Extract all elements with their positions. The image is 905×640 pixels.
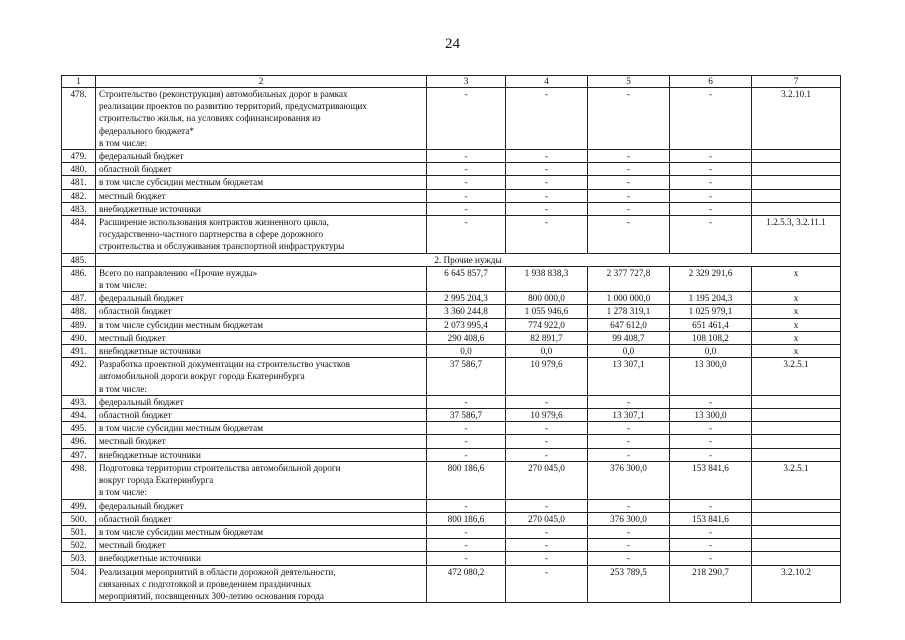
table-row: [62, 435, 841, 448]
item-name-line: федеральный бюджет: [99, 500, 184, 511]
value-cell-c4: 774 922,0: [506, 318, 588, 331]
value-cell-c7: [752, 499, 841, 512]
table-row: [62, 266, 841, 291]
value-cell-c6: 218 290,7: [670, 565, 752, 603]
value-cell-c4: 270 045,0: [506, 461, 588, 499]
value-cell-c5: -: [588, 88, 670, 150]
table-row: [62, 345, 841, 358]
item-name-line: строительство жилья, на условиях софинансирования из: [99, 113, 321, 124]
item-name-line: связанных с подготовкой и проведением праздничных: [99, 578, 312, 589]
value-cell-c5: 376 300,0: [588, 461, 670, 499]
value-cell-c7: [752, 435, 841, 448]
value-cell-c3: 3 360 244,8: [427, 305, 506, 318]
value-cell-c6: 13 300,0: [670, 409, 752, 422]
table-row: [62, 512, 841, 525]
value-cell-c4: -: [506, 189, 588, 202]
table-row: [62, 88, 841, 150]
item-name-line: Всего по направлению «Прочие нужды»: [99, 267, 258, 278]
value-cell-c6: -: [670, 202, 752, 215]
value-cell-c3: -: [427, 216, 506, 254]
value-cell-c7: [752, 163, 841, 176]
item-name-line: строительства и обслуживания транспортной инфраструктуры: [99, 241, 345, 252]
row-number: 497.: [62, 448, 96, 461]
item-name-line: федеральный бюджет: [99, 293, 184, 304]
value-cell-c5: -: [588, 395, 670, 408]
value-cell-c4: 1 938 838,3: [506, 266, 588, 291]
row-number: 498.: [62, 461, 96, 499]
value-cell-c4: -: [506, 552, 588, 565]
row-number: 484.: [62, 216, 96, 254]
value-cell-c6: -: [670, 163, 752, 176]
table-row: [62, 318, 841, 331]
header-cell: 6: [670, 76, 752, 88]
value-cell-c7: x: [752, 318, 841, 331]
header-cell: 2: [96, 76, 427, 88]
item-name-line: вокруг города Екатеринбурга: [99, 475, 214, 486]
row-number: 491.: [62, 345, 96, 358]
value-cell-c7: [752, 150, 841, 163]
value-cell-c7: x: [752, 292, 841, 305]
header-cell: 3: [427, 76, 506, 88]
page-number: 24: [445, 36, 460, 52]
value-cell-c3: -: [427, 499, 506, 512]
value-cell-c3: -: [427, 552, 506, 565]
value-cell-c4: -: [506, 150, 588, 163]
item-name-line: в том числе:: [99, 280, 147, 291]
value-cell-c7: [752, 512, 841, 525]
item-name-line: внебюджетные источники: [99, 203, 201, 214]
value-cell-c3: -: [427, 189, 506, 202]
item-name-line: реализации проектов по развитию территорий, предусматривающих: [99, 101, 367, 112]
item-name: [96, 331, 427, 344]
value-cell-c6: 2 329 291,6: [670, 266, 752, 291]
value-cell-c7: [752, 202, 841, 215]
item-name: [96, 422, 427, 435]
row-number: 503.: [62, 552, 96, 565]
value-cell-c6: 13 300,0: [670, 358, 752, 396]
item-name-line: Подготовка территории строительства автомобильной дороги: [99, 462, 341, 473]
row-number: 504.: [62, 565, 96, 603]
value-cell-c7: 3.2.10.1: [752, 88, 841, 150]
header-cell: 5: [588, 76, 670, 88]
value-cell-c4: -: [506, 499, 588, 512]
value-cell-c6: 1 025 979,1: [670, 305, 752, 318]
item-name-line: в том числе:: [99, 383, 147, 394]
row-number: 496.: [62, 435, 96, 448]
value-cell-c7: 3.2.5.1: [752, 461, 841, 499]
item-name-line: местный бюджет: [99, 540, 166, 551]
value-cell-c6: -: [670, 422, 752, 435]
row-number: 487.: [62, 292, 96, 305]
value-cell-c5: -: [588, 422, 670, 435]
item-name: [96, 358, 427, 396]
value-cell-c5: 1 278 319,1: [588, 305, 670, 318]
value-cell-c5: -: [588, 189, 670, 202]
budget-table: [61, 75, 841, 603]
item-name-line: в том числе субсидии местным бюджетам: [99, 526, 264, 537]
value-cell-c6: 153 841,6: [670, 512, 752, 525]
value-cell-c7: [752, 176, 841, 189]
value-cell-c6: 651 461,4: [670, 318, 752, 331]
value-cell-c3: 290 408,6: [427, 331, 506, 344]
item-name: [96, 345, 427, 358]
row-number: 483.: [62, 202, 96, 215]
value-cell-c5: 13 307,1: [588, 358, 670, 396]
value-cell-c3: -: [427, 525, 506, 538]
value-cell-c4: -: [506, 216, 588, 254]
item-name-line: местный бюджет: [99, 436, 166, 447]
value-cell-c5: -: [588, 525, 670, 538]
item-name: [96, 499, 427, 512]
value-cell-c3: -: [427, 539, 506, 552]
item-name-line: государственно-частного партнерства в сфере дорожного: [99, 229, 324, 240]
table-row: [62, 448, 841, 461]
row-number: 493.: [62, 395, 96, 408]
table-row: [62, 358, 841, 396]
item-name: [96, 461, 427, 499]
value-cell-c7: [752, 539, 841, 552]
value-cell-c4: 10 979,6: [506, 409, 588, 422]
row-number: 480.: [62, 163, 96, 176]
value-cell-c5: -: [588, 163, 670, 176]
value-cell-c4: -: [506, 422, 588, 435]
value-cell-c3: 800 186,6: [427, 512, 506, 525]
table-row: [62, 565, 841, 603]
row-number: 488.: [62, 305, 96, 318]
value-cell-c5: -: [588, 202, 670, 215]
item-name-line: федеральный бюджет: [99, 396, 184, 407]
item-name-line: мероприятий, посвященных 300-летию основания города: [99, 590, 324, 601]
item-name: [96, 525, 427, 538]
item-name-line: федеральный бюджет: [99, 151, 184, 162]
row-number: 499.: [62, 499, 96, 512]
item-name: [96, 565, 427, 603]
table-row: [62, 253, 841, 266]
table-row: [62, 461, 841, 499]
value-cell-c6: -: [670, 189, 752, 202]
table-row: [62, 305, 841, 318]
value-cell-c3: 0,0: [427, 345, 506, 358]
value-cell-c5: 13 307,1: [588, 409, 670, 422]
table-row: [62, 525, 841, 538]
value-cell-c5: 647 612,0: [588, 318, 670, 331]
item-name: [96, 88, 427, 150]
value-cell-c5: 253 789,5: [588, 565, 670, 603]
item-name-line: в том числе субсидии местным бюджетам: [99, 423, 264, 434]
value-cell-c3: -: [427, 163, 506, 176]
item-name: [96, 395, 427, 408]
value-cell-c5: -: [588, 539, 670, 552]
item-name: [96, 150, 427, 163]
table-row: [62, 150, 841, 163]
value-cell-c7: [752, 409, 841, 422]
value-cell-c4: 1 055 946,6: [506, 305, 588, 318]
item-name: [96, 216, 427, 254]
value-cell-c7: 1.2.5.3, 3.2.11.1: [752, 216, 841, 254]
item-name: [96, 202, 427, 215]
value-cell-c5: -: [588, 435, 670, 448]
item-name: [96, 435, 427, 448]
value-cell-c3: 6 645 857,7: [427, 266, 506, 291]
value-cell-c3: 37 586,7: [427, 409, 506, 422]
value-cell-c7: [752, 189, 841, 202]
item-name: [96, 409, 427, 422]
value-cell-c6: 108 108,2: [670, 331, 752, 344]
item-name-line: Разработка проектной документации на строительство участков: [99, 359, 350, 370]
item-name: [96, 266, 427, 291]
value-cell-c6: -: [670, 525, 752, 538]
row-number: 490.: [62, 331, 96, 344]
value-cell-c3: -: [427, 435, 506, 448]
value-cell-c3: 2 073 995,4: [427, 318, 506, 331]
item-name-line: в том числе субсидии местным бюджетам: [99, 319, 264, 330]
value-cell-c4: -: [506, 88, 588, 150]
item-name-line: в том числе:: [99, 487, 147, 498]
item-name-line: в том числе:: [99, 137, 147, 148]
value-cell-c4: 270 045,0: [506, 512, 588, 525]
value-cell-c4: -: [506, 202, 588, 215]
value-cell-c3: -: [427, 176, 506, 189]
table-row: [62, 292, 841, 305]
value-cell-c3: -: [427, 150, 506, 163]
item-name: [96, 552, 427, 565]
item-name-line: областной бюджет: [99, 164, 172, 175]
item-name: [96, 448, 427, 461]
value-cell-c7: x: [752, 331, 841, 344]
item-name-line: Реализация мероприятий в области дорожной деятельности,: [99, 566, 336, 577]
item-name: [96, 539, 427, 552]
value-cell-c5: -: [588, 216, 670, 254]
table-row: [62, 552, 841, 565]
row-number: 479.: [62, 150, 96, 163]
header-cell: 4: [506, 76, 588, 88]
value-cell-c3: -: [427, 422, 506, 435]
row-number: 501.: [62, 525, 96, 538]
header-row: [62, 76, 841, 88]
value-cell-c5: -: [588, 448, 670, 461]
table-row: [62, 163, 841, 176]
value-cell-c3: 2 995 204,3: [427, 292, 506, 305]
table-row: [62, 331, 841, 344]
value-cell-c4: -: [506, 525, 588, 538]
value-cell-c7: x: [752, 266, 841, 291]
item-name: [96, 163, 427, 176]
item-name-line: автомобильной дороги вокруг города Екатеринбурга: [99, 371, 305, 382]
value-cell-c7: x: [752, 305, 841, 318]
item-name-line: Строительство (реконструкция) автомобильных дорог в рамках: [99, 89, 348, 99]
row-number: 481.: [62, 176, 96, 189]
value-cell-c5: 99 408,7: [588, 331, 670, 344]
row-number: 494.: [62, 409, 96, 422]
value-cell-c5: 1 000 000,0: [588, 292, 670, 305]
value-cell-c6: -: [670, 216, 752, 254]
value-cell-c4: -: [506, 539, 588, 552]
value-cell-c7: 3.2.10.2: [752, 565, 841, 603]
value-cell-c6: -: [670, 150, 752, 163]
value-cell-c7: [752, 422, 841, 435]
item-name-line: внебюджетные источники: [99, 553, 201, 564]
item-name: [96, 318, 427, 331]
value-cell-c5: 2 377 727,8: [588, 266, 670, 291]
value-cell-c6: -: [670, 176, 752, 189]
value-cell-c6: -: [670, 499, 752, 512]
value-cell-c6: 153 841,6: [670, 461, 752, 499]
item-name-line: областной бюджет: [99, 306, 172, 317]
value-cell-c4: -: [506, 163, 588, 176]
row-number: 485.: [62, 253, 96, 266]
value-cell-c4: -: [506, 435, 588, 448]
value-cell-c3: 800 186,6: [427, 461, 506, 499]
item-name: [96, 189, 427, 202]
header-cell: 7: [752, 76, 841, 88]
item-name-line: Расширение использования контрактов жизненного цикла,: [99, 217, 329, 228]
value-cell-c7: [752, 395, 841, 408]
value-cell-c7: [752, 525, 841, 538]
value-cell-c3: -: [427, 88, 506, 150]
value-cell-c7: x: [752, 345, 841, 358]
item-name-line: местный бюджет: [99, 332, 166, 343]
value-cell-c5: -: [588, 499, 670, 512]
row-number: 486.: [62, 266, 96, 291]
value-cell-c6: -: [670, 435, 752, 448]
value-cell-c4: 0,0: [506, 345, 588, 358]
value-cell-c3: -: [427, 395, 506, 408]
value-cell-c5: 376 300,0: [588, 512, 670, 525]
item-name: [96, 512, 427, 525]
item-name-line: федерального бюджета*: [99, 125, 194, 136]
row-number: 492.: [62, 358, 96, 396]
table-row: [62, 539, 841, 552]
value-cell-c6: 1 195 204,3: [670, 292, 752, 305]
row-number: 478.: [62, 88, 96, 150]
table-row: [62, 409, 841, 422]
item-name-line: областной бюджет: [99, 513, 172, 524]
value-cell-c5: -: [588, 552, 670, 565]
value-cell-c6: -: [670, 448, 752, 461]
table-row: [62, 202, 841, 215]
row-number: 482.: [62, 189, 96, 202]
value-cell-c5: 0,0: [588, 345, 670, 358]
item-name-line: местный бюджет: [99, 190, 166, 201]
item-name: [96, 305, 427, 318]
value-cell-c6: -: [670, 539, 752, 552]
value-cell-c3: 472 080,2: [427, 565, 506, 603]
value-cell-c7: [752, 448, 841, 461]
value-cell-c4: -: [506, 395, 588, 408]
value-cell-c4: -: [506, 448, 588, 461]
value-cell-c6: -: [670, 88, 752, 150]
row-number: 500.: [62, 512, 96, 525]
value-cell-c4: 82 891,7: [506, 331, 588, 344]
value-cell-c6: -: [670, 552, 752, 565]
section-heading: 2. Прочие нужды: [96, 253, 841, 266]
table-row: [62, 216, 841, 254]
row-number: 489.: [62, 318, 96, 331]
value-cell-c3: -: [427, 202, 506, 215]
row-number: 495.: [62, 422, 96, 435]
item-name-line: в том числе субсидии местным бюджетам: [99, 177, 264, 188]
table-row: [62, 189, 841, 202]
value-cell-c3: -: [427, 448, 506, 461]
value-cell-c6: -: [670, 395, 752, 408]
table-row: [62, 499, 841, 512]
value-cell-c7: 3.2.5.1: [752, 358, 841, 396]
value-cell-c4: -: [506, 176, 588, 189]
value-cell-c5: -: [588, 176, 670, 189]
value-cell-c4: -: [506, 565, 588, 603]
table-row: [62, 422, 841, 435]
row-number: 502.: [62, 539, 96, 552]
value-cell-c4: 800 000,0: [506, 292, 588, 305]
value-cell-c7: [752, 552, 841, 565]
value-cell-c4: 10 979,6: [506, 358, 588, 396]
item-name-line: внебюджетные источники: [99, 346, 201, 357]
item-name: [96, 292, 427, 305]
value-cell-c3: 37 586,7: [427, 358, 506, 396]
item-name-line: внебюджетные источники: [99, 449, 201, 460]
value-cell-c5: -: [588, 150, 670, 163]
value-cell-c6: 0,0: [670, 345, 752, 358]
table-row: [62, 176, 841, 189]
item-name: [96, 176, 427, 189]
table-row: [62, 395, 841, 408]
header-cell: 1: [62, 76, 96, 88]
item-name-line: областной бюджет: [99, 410, 172, 421]
